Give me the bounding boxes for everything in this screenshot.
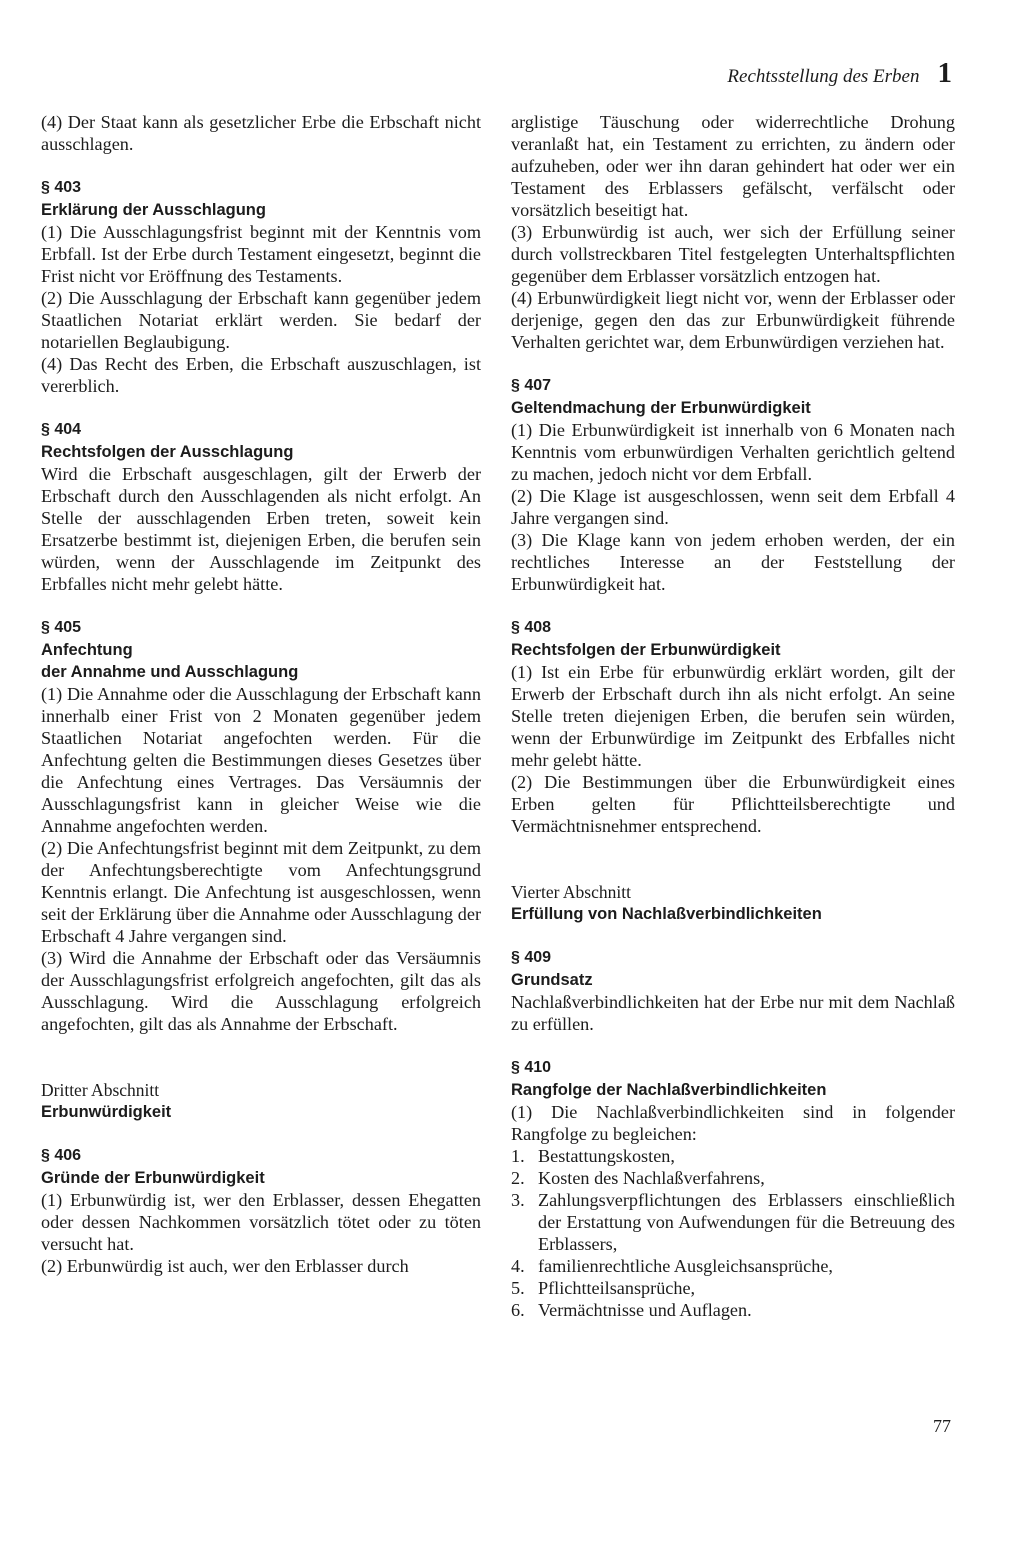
section-number: § 409 <box>511 949 552 966</box>
list-item-number: 1. <box>511 1146 525 1166</box>
list-item <box>511 1299 955 1321</box>
paragraph: (4) Das Recht des Erben, die Erbschaft auszuschlagen, ist vererblich. <box>41 354 481 396</box>
list-item-number: 4. <box>511 1256 525 1276</box>
list-item <box>511 1167 955 1189</box>
list-item-number: 2. <box>511 1168 525 1188</box>
list-item-text: Kosten des Nachlaßverfahrens, <box>538 1168 765 1188</box>
paragraph: (2) Die Bestimmungen über die Erbunwürdigkeit eines Erben gelten für Pflichtteilsberechtigte und Vermächtnisnehmer entsprechend. <box>511 772 955 836</box>
section-title: der Annahme und Ausschlagung <box>41 663 299 681</box>
section-number: § 405 <box>41 619 82 636</box>
paragraph: (1) Ist ein Erbe für erbunwürdig erklärt worden, gilt der Erwerb der Erbschaft durch ihn als nicht erfolgt. An seine Stelle treten diejenigen Erben, die berufen sein würden, wenn der Erbunwürdige im Zeitpunkt des Erbfalles nicht mehr gelebt hätte. <box>511 662 955 770</box>
right-column <box>511 111 955 1321</box>
abschnitt-title: Erfüllung von Nachlaßverbindlichkeiten <box>511 905 822 923</box>
section-title: Anfechtung <box>41 641 133 659</box>
list-item-text: Vermächtnisse und Auflagen. <box>538 1300 752 1320</box>
paragraph: (1) Erbunwürdig ist, wer den Erblasser, dessen Ehegatten oder dessen Nachkommen vorsätzlich tötet oder zu töten versucht hat. <box>41 1190 481 1254</box>
ranking-list <box>511 1145 955 1321</box>
paragraph: (3) Erbunwürdig ist auch, wer sich der Erfüllung seiner durch vollstreckbaren Titel festgelegten Unterhaltspflichten gegenüber dem Erblasser vorsätzlich entzogen hat. <box>511 222 955 286</box>
paragraph: arglistige Täuschung oder widerrechtliche Drohung veranlaßt hat, ein Testament zu errichten, zu ändern oder aufzuheben, oder wer ihn daran gehindert hat oder wer ein Testament des Erblassers gefälscht, verfälscht oder vorsätzlich beseitigt hat. <box>511 112 955 220</box>
paragraph: (2) Die Klage ist ausgeschlossen, wenn seit dem Erbfall 4 Jahre vergangen sind. <box>511 486 955 528</box>
paragraph: (1) Die Ausschlagungsfrist beginnt mit der Kenntnis vom Erbfall. Ist der Erbe durch Testament eingesetzt, beginnt die Frist nicht vor Eröffnung des Testaments. <box>41 222 481 286</box>
list-item <box>511 1255 955 1277</box>
section-410 <box>511 1057 955 1321</box>
list-item-number: 6. <box>511 1300 525 1320</box>
running-title: Rechtsstellung des Erben <box>727 66 920 87</box>
list-item-text: familienrechtliche Ausgleichsansprüche, <box>538 1256 833 1276</box>
abschnitt-4 <box>511 881 955 925</box>
paragraph: (4) Der Staat kann als gesetzlicher Erbe die Erbschaft nicht ausschlagen. <box>41 112 481 154</box>
paragraph: (4) Erbunwürdigkeit liegt nicht vor, wenn der Erblasser oder derjenige, gegen den das zur Erbunwürdigkeit führende Verhalten gerichtet war, dem Erbunwürdigen verziehen hat. <box>511 288 955 352</box>
section-409 <box>511 947 955 1035</box>
page-number: 77 <box>933 1416 951 1436</box>
section-title: Geltendmachung der Erbunwürdigkeit <box>511 399 811 417</box>
section-number: § 410 <box>511 1059 552 1076</box>
paragraph: Wird die Erbschaft ausgeschlagen, gilt der Erwerb der Erbschaft durch den Ausschlagenden als nicht erfolgt. An Stelle der ausschlagenden Erben treten, soweit kein Ersatzerbe bestimmt ist, diejenigen Erben, die berufen sein würden, wenn der Ausschlagende im Zeitpunkt des Erbfalles nicht mehr gelebt hätte. <box>41 464 481 594</box>
abschnitt-label: Dritter Abschnitt <box>41 1080 160 1100</box>
section-title: Rechtsfolgen der Ausschlagung <box>41 443 294 461</box>
paragraph: (1) Die Nachlaßverbindlichkeiten sind in folgender Rangfolge zu begleichen: <box>511 1102 955 1144</box>
paragraph: (2) Die Anfechtungsfrist beginnt mit dem Zeitpunkt, zu dem der Anfechtungsberechtigte vom Anfechtungsgrund Kenntnis erlangt. Die Anfechtung ist ausgeschlossen, wenn seit der Erklärung über die Annahme oder Ausschlagung der Erbschaft 4 Jahre vergangen sind. <box>41 838 481 946</box>
abschnitt-label: Vierter Abschnitt <box>511 882 631 902</box>
paragraph: (2) Die Ausschlagung der Erbschaft kann gegenüber jedem Staatlichen Notariat erklärt werden. Sie bedarf der notariellen Beglaubigung. <box>41 288 481 352</box>
paragraph: (3) Die Klage kann von jedem erhoben werden, der ein rechtliches Interesse an der Feststellung der Erbunwürdigkeit hat. <box>511 530 955 594</box>
section-title: Rechtsfolgen der Erbunwürdigkeit <box>511 641 781 659</box>
section-title: Rangfolge der Nachlaßverbindlichkeiten <box>511 1081 827 1099</box>
abschnitt-title: Erbunwürdigkeit <box>41 1103 172 1121</box>
list-item-number: 5. <box>511 1278 525 1298</box>
chapter-number: 1 <box>937 57 952 89</box>
section-403 <box>41 177 481 397</box>
section-404 <box>41 419 481 595</box>
paragraph: (2) Erbunwürdig ist auch, wer den Erblasser durch <box>41 1256 409 1276</box>
list-item <box>511 1277 955 1299</box>
paragraph: Nachlaßverbindlichkeiten hat der Erbe nur mit dem Nachlaß zu erfüllen. <box>511 992 955 1034</box>
section-number: § 403 <box>41 179 82 196</box>
section-title: Gründe der Erbunwürdigkeit <box>41 1169 265 1187</box>
list-item-text: Zahlungsverpflichtungen des Erblassers einschließlich der Erstattung von Aufwendungen für die Betreuung des Erblassers, <box>538 1190 955 1254</box>
list-item-number: 3. <box>511 1190 525 1210</box>
paragraph: (1) Die Erbunwürdigkeit ist innerhalb von 6 Monaten nach Kenntnis vom erbunwürdigen Verhalten gerichtlich geltend zu machen, jedoch nicht vor dem Erbfall. <box>511 420 955 484</box>
section-number: § 406 <box>41 1147 82 1164</box>
section-405 <box>41 617 481 1035</box>
section-title: Grundsatz <box>511 971 593 989</box>
section-number: § 408 <box>511 619 552 636</box>
section-407 <box>511 375 955 595</box>
list-item <box>511 1145 955 1167</box>
section-title: Erklärung der Ausschlagung <box>41 201 266 219</box>
paragraph: (1) Die Annahme oder die Ausschlagung der Erbschaft kann innerhalb einer Frist von 2 Monaten gegenüber jedem Staatlichen Notariat angefochten werden. Für die Anfechtung gelten die Bestimmungen dieses Gesetzes über die Anfechtung eines Vertrages. Das Versäumnis der Ausschlagungsfrist kann in gleicher Weise wie die Annahme angefochten werden. <box>41 684 481 836</box>
section-number: § 404 <box>41 421 82 438</box>
left-column <box>41 111 481 1277</box>
list-item-text: Bestattungskosten, <box>538 1146 675 1166</box>
section-406 <box>41 1145 481 1277</box>
section-408 <box>511 617 955 837</box>
paragraph: (3) Wird die Annahme der Erbschaft oder das Versäumnis der Ausschlagungsfrist erfolgreich angefochten, gilt das als Ausschlagung. Wird die Ausschlagung erfolgreich angefochten, gilt das als Annahme der Erbschaft. <box>41 948 481 1034</box>
list-item <box>511 1189 955 1255</box>
list-item-text: Pflichtteilsansprüche, <box>538 1278 696 1298</box>
section-number: § 407 <box>511 377 552 394</box>
abschnitt-3 <box>41 1079 481 1123</box>
running-header <box>727 57 952 89</box>
